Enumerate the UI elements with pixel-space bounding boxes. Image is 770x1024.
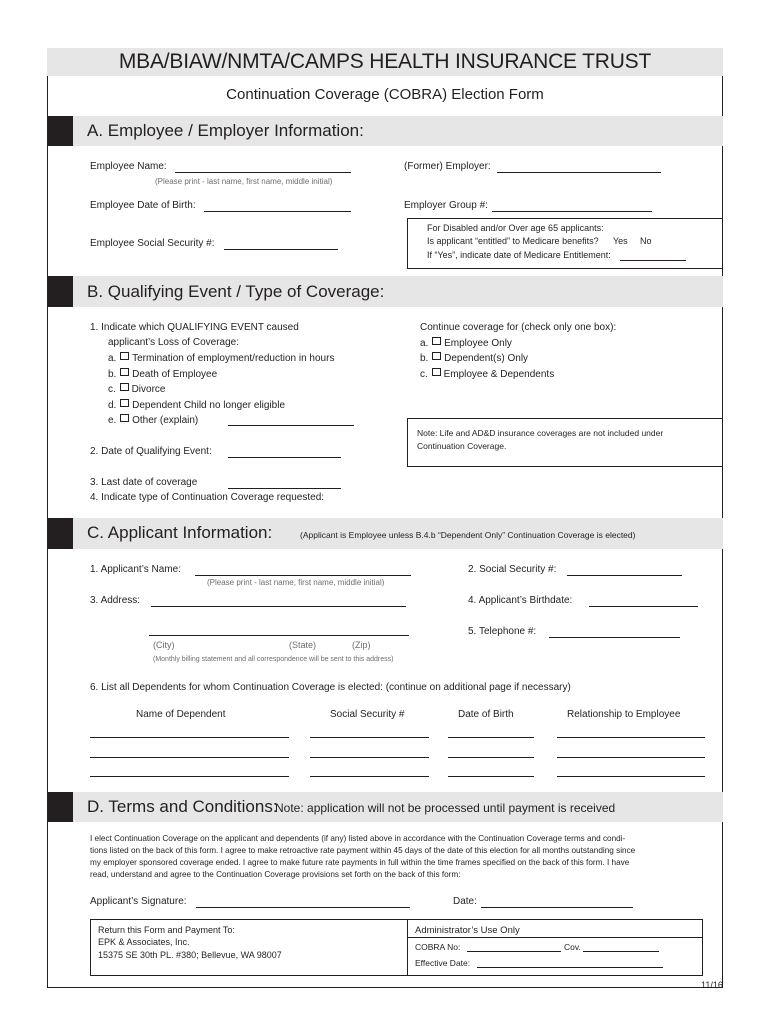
section-d-note: Note: application will not be processed until payment is received — [275, 801, 616, 815]
qualifying-event-date-field[interactable] — [228, 457, 341, 458]
dependent-ssn-field[interactable] — [310, 737, 429, 738]
terms-line-4: read, understand and agree to the Continuation Coverage provisions set forth on the back of this form: — [90, 870, 461, 879]
city-label: (City) — [153, 640, 175, 650]
event-option-a[interactable] — [108, 352, 334, 364]
applicant-name-hint: (Please print - last name, first name, middle initial) — [207, 578, 385, 587]
telephone-field[interactable] — [549, 637, 680, 638]
event-letter: b. — [108, 369, 117, 380]
col-social-security: Social Security # — [330, 709, 405, 720]
applicant-name-label: 1. Applicant’s Name: — [90, 564, 181, 575]
signature-label: Applicant’s Signature: — [90, 896, 187, 907]
state-label: (State) — [289, 640, 317, 650]
life-add-note-line2: Continuation Coverage. — [417, 441, 507, 451]
section-c-note: (Applicant is Employee unless B.4.b “Dependent Only” Continuation Coverage is elected) — [300, 530, 636, 540]
employee-name-field[interactable] — [175, 172, 351, 173]
applicant-birthdate-field[interactable] — [589, 606, 698, 607]
medicare-date-field[interactable] — [620, 260, 686, 261]
coverage-option-c[interactable] — [420, 368, 554, 380]
medicare-line1: For Disabled and/or Over age 65 applicants: — [427, 223, 604, 233]
form-subtitle: Continuation Coverage (COBRA) Election Form — [226, 86, 544, 103]
event-label: Dependent Child no longer eligible — [132, 400, 286, 411]
medicare-no-option[interactable]: No — [640, 236, 652, 246]
signature-date-field[interactable] — [481, 907, 633, 908]
dependent-dob-field[interactable] — [448, 737, 534, 738]
event-option-d[interactable] — [108, 399, 285, 411]
event-letter: d. — [108, 400, 117, 411]
dependent-name-field[interactable] — [90, 737, 289, 738]
employee-name-hint: (Please print - last name, first name, middle initial) — [155, 177, 333, 186]
medicare-line3: If “Yes”, indicate date of Medicare Entitlement: — [427, 250, 611, 260]
employee-dob-label: Employee Date of Birth: — [90, 200, 196, 211]
telephone-label: 5. Telephone #: — [468, 626, 537, 637]
dependent-dob-field[interactable] — [448, 757, 534, 758]
effective-date-label: Effective Date: — [415, 958, 471, 968]
employee-name-label: Employee Name: — [90, 161, 167, 172]
life-add-note-line1: Note: Life and AD&D insurance coverages are not included under — [417, 428, 664, 438]
event-letter: e. — [108, 415, 117, 426]
event-option-e[interactable] — [108, 414, 198, 426]
coverage-label: Employee & Dependents — [443, 369, 555, 380]
address-line2-field[interactable] — [149, 635, 409, 636]
qualifying-event-question-2: applicant’s Loss of Coverage: — [108, 337, 240, 348]
section-c-tab — [47, 518, 73, 549]
checkbox-icon[interactable] — [432, 352, 441, 360]
dependent-name-field[interactable] — [90, 776, 289, 777]
section-d-tab — [47, 792, 73, 822]
continue-coverage-label: Continue coverage for (check only one box): — [420, 322, 617, 333]
section-c-title: C. Applicant Information: — [87, 523, 273, 542]
last-coverage-date-field[interactable] — [228, 488, 341, 489]
box-divider — [407, 919, 408, 976]
section-a-title: A. Employee / Employer Information: — [87, 121, 364, 140]
former-employer-label: (Former) Employer: — [404, 161, 491, 172]
medicare-line2: Is applicant “entitled” to Medicare benefits? — [427, 236, 599, 246]
checkbox-icon[interactable] — [120, 352, 129, 360]
section-b-title: B. Qualifying Event / Type of Coverage: — [87, 282, 385, 301]
checkbox-icon[interactable] — [120, 414, 129, 422]
event-label: Death of Employee — [132, 369, 218, 380]
signature-field[interactable] — [196, 907, 410, 908]
checkbox-icon[interactable] — [120, 383, 129, 391]
former-employer-field[interactable] — [497, 172, 661, 173]
section-d-title: D. Terms and Conditions: — [87, 797, 278, 816]
return-line2: EPK & Associates, Inc. — [98, 937, 190, 947]
col-name-of-dependent: Name of Dependent — [136, 709, 226, 720]
event-label: Other (explain) — [132, 415, 199, 426]
cobra-no-field[interactable] — [467, 951, 561, 952]
other-explain-field[interactable] — [228, 425, 354, 426]
checkbox-icon[interactable] — [120, 399, 129, 407]
admin-title-rule — [407, 937, 703, 938]
coverage-letter: c. — [420, 369, 428, 380]
dependent-ssn-field[interactable] — [310, 776, 429, 777]
employer-group-field[interactable] — [492, 211, 652, 212]
terms-line-2: tions listed on the back of this form. I agree to make retroactive rate payment within 45 days of the date of this election for all months outstanding since — [90, 846, 636, 855]
section-a-tab — [47, 116, 73, 146]
address-field[interactable] — [151, 606, 406, 607]
coverage-label: Employee Only — [444, 338, 512, 349]
employee-ssn-field[interactable] — [224, 249, 338, 250]
coverage-option-b[interactable] — [420, 352, 528, 364]
medicare-yes-option[interactable]: Yes — [613, 236, 628, 246]
qualifying-event-question: 1. Indicate which QUALIFYING EVENT caused — [90, 322, 299, 333]
checkbox-icon[interactable] — [432, 368, 441, 376]
return-line3: 15375 SE 30th PL. #380; Bellevue, WA 98007 — [98, 950, 282, 960]
revision-code: 11/16 — [701, 980, 723, 990]
cov-label: Cov. — [564, 942, 581, 952]
signature-date-label: Date: — [453, 896, 477, 907]
coverage-option-a[interactable] — [420, 337, 512, 349]
dependent-name-field[interactable] — [90, 757, 289, 758]
section-b-tab — [47, 276, 73, 307]
effective-date-field[interactable] — [477, 967, 663, 968]
applicant-name-field[interactable] — [195, 575, 411, 576]
checkbox-icon[interactable] — [120, 368, 129, 376]
qualifying-event-date-label: 2. Date of Qualifying Event: — [90, 446, 212, 457]
admin-title: Administrator’s Use Only — [415, 925, 520, 936]
event-label: Divorce — [131, 384, 166, 395]
dependent-relationship-field[interactable] — [557, 757, 705, 758]
dependents-label: 6. List all Dependents for whom Continuation Coverage is elected: (continue on additional page if necessary) — [90, 682, 571, 693]
event-option-c[interactable] — [108, 383, 165, 395]
last-coverage-date-label: 3. Last date of coverage — [90, 477, 198, 488]
col-relationship: Relationship to Employee — [567, 709, 681, 720]
event-option-b[interactable] — [108, 368, 217, 380]
applicant-ssn-label: 2. Social Security #: — [468, 564, 557, 575]
terms-line-1: I elect Continuation Coverage on the applicant and dependents (if any) listed above in accordance with the Continuation Coverage terms and condi- — [90, 834, 626, 843]
form-title: MBA/BIAW/NMTA/CAMPS HEALTH INSURANCE TRUST — [118, 50, 652, 73]
col-date-of-birth: Date of Birth — [458, 709, 514, 720]
event-letter: c. — [108, 384, 116, 395]
employee-dob-field[interactable] — [204, 211, 351, 212]
cov-field[interactable] — [583, 951, 659, 952]
coverage-type-label: 4. Indicate type of Continuation Coverage requested: — [90, 492, 325, 503]
applicant-ssn-field[interactable] — [567, 575, 682, 576]
address-label: 3. Address: — [90, 595, 141, 606]
applicant-birthdate-label: 4. Applicant’s Birthdate: — [468, 595, 573, 606]
coverage-letter: b. — [420, 353, 429, 364]
employee-ssn-label: Employee Social Security #: — [90, 238, 215, 249]
dependent-relationship-field[interactable] — [557, 776, 705, 777]
coverage-label: Dependent(s) Only — [444, 353, 529, 364]
terms-line-3: my employer sponsored coverage ended. I agree to make future rate payments in full within the time frames specified on the back of this form. I have — [90, 858, 630, 867]
event-label: Termination of employment/reduction in hours — [132, 353, 335, 364]
dependent-ssn-field[interactable] — [310, 757, 429, 758]
checkbox-icon[interactable] — [432, 337, 441, 345]
zip-label: (Zip) — [352, 640, 371, 650]
dependent-dob-field[interactable] — [448, 776, 534, 777]
return-line1: Return this Form and Payment To: — [98, 925, 235, 935]
coverage-letter: a. — [420, 338, 429, 349]
employer-group-label: Employer Group #: — [404, 200, 488, 211]
cobra-no-label: COBRA No: — [415, 942, 461, 952]
dependent-relationship-field[interactable] — [557, 737, 705, 738]
event-letter: a. — [108, 353, 117, 364]
address-hint: (Monthly billing statement and all correspondence will be sent to this address) — [153, 656, 394, 663]
